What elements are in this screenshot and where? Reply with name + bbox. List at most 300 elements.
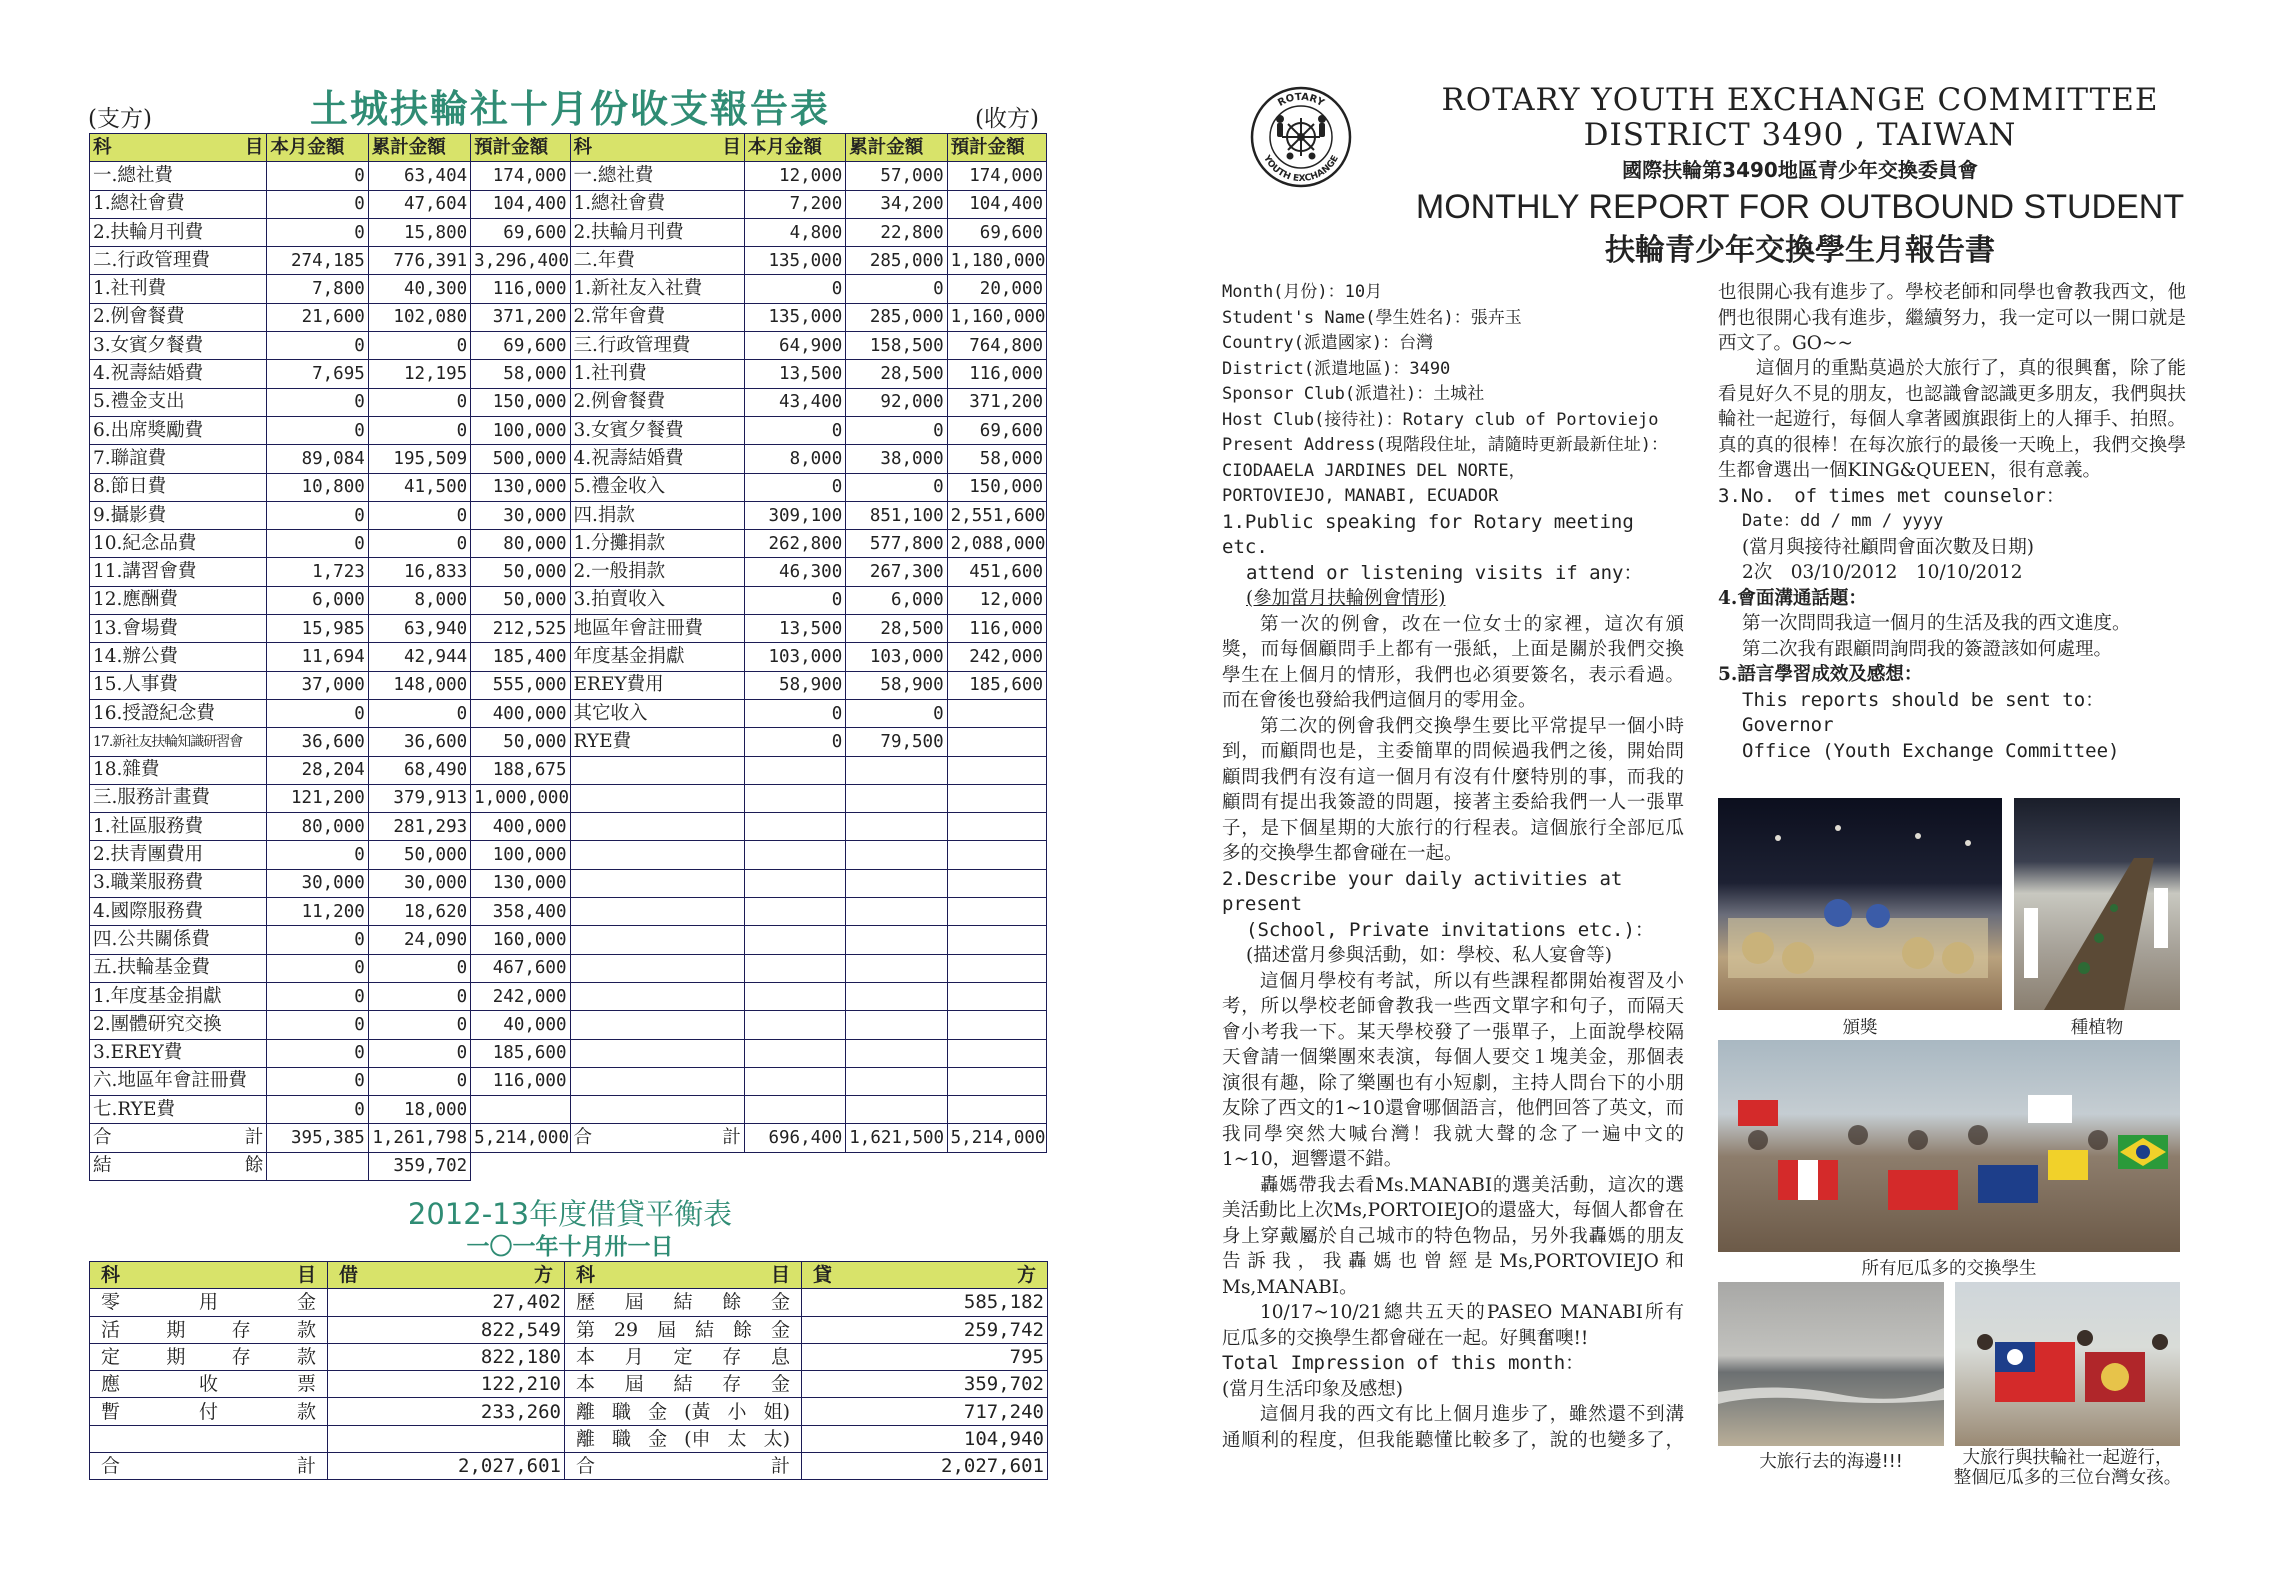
income-budget-cell: 371,200 (947, 388, 1046, 416)
expense-cumulative-cell: 63,404 (368, 162, 470, 190)
expense-subject-cell: 16.授證紀念費 (90, 699, 267, 727)
table-row (90, 1316, 1048, 1343)
expense-budget-cell: 58,000 (471, 360, 570, 388)
info-country: Country(派遣國家)：台灣 (1222, 333, 1434, 353)
question-2: 2.Describe your daily activities at present (1222, 867, 1623, 915)
debit-amount-cell: 122,210 (328, 1371, 565, 1398)
question-1: 1.Public speaking for Rotary meeting etc. (1222, 510, 1634, 558)
income-budget-cell (947, 954, 1046, 982)
income-month-cell (744, 869, 845, 897)
total-label: 合 計 (570, 1124, 744, 1152)
expense-cumulative-cell: 102,080 (368, 303, 470, 331)
balance-sheet-table (89, 1261, 1048, 1480)
table-row (90, 558, 1047, 586)
expense-cumulative-cell: 24,090 (368, 926, 470, 954)
expense-month-cell: 0 (267, 841, 368, 869)
expense-subject-cell: 4.祝壽結婚費 (90, 360, 267, 388)
expense-month-cell: 7,800 (267, 275, 368, 303)
paragraph-impression: 這個月我的西文有比上個月進步了，雖然還不到溝通順利的程度，但我能聽懂比較多了，說的也變多了， (1222, 1404, 1684, 1451)
debit-subject-cell: 零 用 金 (90, 1289, 328, 1316)
expense-month-cell: 15,985 (267, 615, 368, 643)
income-budget-cell: 242,000 (947, 643, 1046, 671)
income-subject-cell: 其它收入 (570, 699, 744, 727)
expense-budget-cell: 188,675 (471, 756, 570, 784)
income-month-cell: 7,200 (744, 190, 845, 218)
table-header-row (90, 134, 1047, 162)
expense-month-cell: 274,185 (267, 247, 368, 275)
income-cumulative-cell: 267,300 (846, 558, 947, 586)
debit-amount-cell: 27,402 (328, 1289, 565, 1316)
expense-month-cell: 0 (267, 926, 368, 954)
expense-budget-cell: 50,000 (471, 728, 570, 756)
income-subject-cell (570, 954, 744, 982)
income-subject-cell (570, 926, 744, 954)
income-month-cell: 46,300 (744, 558, 845, 586)
expense-budget-cell: 1,000,000 (471, 784, 570, 812)
report-column-left (1222, 280, 1684, 1453)
expense-subject-cell: 2.扶青團費用 (90, 841, 267, 869)
expense-cumulative-cell: 47,604 (368, 190, 470, 218)
expense-side-label: (支方) (88, 106, 152, 132)
income-cumulative-cell: 92,000 (846, 388, 947, 416)
expense-cumulative-cell: 36,600 (368, 728, 470, 756)
income-subject-cell (570, 1039, 744, 1067)
expense-month-cell: 0 (267, 388, 368, 416)
income-subject-cell: 1.社刊費 (570, 360, 744, 388)
income-cumulative-cell: 577,800 (846, 530, 947, 558)
balance-empty-cell (267, 1152, 368, 1180)
expense-month-cell: 0 (267, 982, 368, 1010)
income-cumulative-cell: 851,100 (846, 501, 947, 529)
expense-month-cell: 6,000 (267, 586, 368, 614)
income-month-cell (744, 841, 845, 869)
income-month-cell (744, 1039, 845, 1067)
expense-month-cell: 1,723 (267, 558, 368, 586)
topic-1: 第一次問問我這一個月的生活及我的西文進度。 (1742, 613, 2131, 634)
expense-month-cell: 28,204 (267, 756, 368, 784)
table-row (90, 190, 1047, 218)
committee-name: ROTARY YOUTH EXCHANGE COMMITTEE (1441, 82, 2159, 118)
expense-cumulative-cell: 0 (368, 1011, 470, 1039)
income-cumulative-cell: 28,500 (846, 615, 947, 643)
balance-row (90, 1152, 1047, 1180)
expense-cumulative-cell: 776,391 (368, 247, 470, 275)
expense-cumulative-cell: 0 (368, 982, 470, 1010)
income-cumulative-cell (846, 1039, 947, 1067)
expense-cumulative-cell: 0 (368, 954, 470, 982)
expense-cumulative-cell: 379,913 (368, 784, 470, 812)
income-budget-cell (947, 756, 1046, 784)
income-cumulative-cell (846, 784, 947, 812)
svg-text:ROTARY: ROTARY (1276, 91, 1326, 109)
table-row (90, 926, 1047, 954)
table-row (90, 586, 1047, 614)
income-cumulative-cell (846, 1011, 947, 1039)
expense-subject-cell: 3.職業服務費 (90, 869, 267, 897)
income-budget-cell (947, 784, 1046, 812)
expense-month-cell: 0 (267, 162, 368, 190)
expense-budget-cell: 400,000 (471, 813, 570, 841)
col-header-month: 本月金額 (267, 134, 368, 162)
expense-month-cell: 37,000 (267, 671, 368, 699)
report-title-chinese: 扶輪青少年交換學生月報告書 (1605, 233, 1995, 268)
income-subject-cell: 2.常年會費 (570, 303, 744, 331)
counselor-meetings: 2次 03/10/2012 10/10/2012 (1742, 562, 2023, 583)
expense-month-cell: 11,694 (267, 643, 368, 671)
table-row (90, 162, 1047, 190)
table-row (90, 643, 1047, 671)
col-header-subject: 科 目 (90, 1262, 328, 1289)
income-cumulative-cell: 34,200 (846, 190, 947, 218)
income-month-cell: 0 (744, 416, 845, 444)
expense-cumulative-cell: 148,000 (368, 671, 470, 699)
income-month-cell: 135,000 (744, 303, 845, 331)
income-cumulative-cell (846, 841, 947, 869)
income-subject-cell (570, 813, 744, 841)
expense-budget-cell: 116,000 (471, 1067, 570, 1095)
expense-month-cell: 10,800 (267, 473, 368, 501)
credit-subject-cell: 離 職 金 (黃 小 姐) (565, 1398, 802, 1425)
income-cumulative-cell: 103,000 (846, 643, 947, 671)
income-subject-cell (570, 784, 744, 812)
paragraph-meeting-2: 第二次的例會我們交換學生要比平常提早一個小時到，而顧問也是，主委簡單的問候過我們之後，開始問顧問我們有沒有這一個月有沒有什麼特別的事，而我的顧問有提出我簽證的問題，接著主委給我們一人一張單子，是下個星期的大旅行的行程表。這個旅行全部厄瓜多的交換學生都會碰在一起。 (1222, 715, 1684, 864)
income-cumulative-cell: 0 (846, 416, 947, 444)
debit-amount-cell: 822,180 (328, 1343, 565, 1370)
expense-month-cell: 0 (267, 1067, 368, 1095)
credit-amount-cell: 717,240 (802, 1398, 1048, 1425)
expense-budget-cell: 185,600 (471, 1039, 570, 1067)
expense-budget-cell: 116,000 (471, 275, 570, 303)
income-cumulative-cell (846, 813, 947, 841)
finance-report-title: 土城扶輪社十月份收支報告表 (309, 87, 830, 131)
table-row (90, 303, 1047, 331)
income-month-cell: 12,000 (744, 162, 845, 190)
committee-name-chinese: 國際扶輪第3490地區青少年交換委員會 (1622, 158, 1978, 182)
col-header-budget: 預計金額 (471, 134, 570, 162)
income-budget-cell: 174,000 (947, 162, 1046, 190)
counselor-date-format: Date：dd / mm / yyyy (1742, 511, 1944, 531)
rotary-youth-exchange-logo (1250, 86, 1352, 188)
expense-subject-cell: 三.服務計畫費 (90, 784, 267, 812)
total-label: 合 計 (565, 1453, 802, 1480)
credit-subject-cell: 本 月 定 存 息 (565, 1343, 802, 1370)
expense-subject-cell: 1.社區服務費 (90, 813, 267, 841)
debit-subject-cell (90, 1425, 328, 1452)
parade-photo (1955, 1282, 2180, 1446)
table-row (90, 388, 1047, 416)
question-3-chinese: (當月生活印象及感想) (1222, 1378, 1403, 1400)
balance-sheet-table-body (90, 1262, 1048, 1480)
credit-amount-cell: 795 (802, 1343, 1048, 1370)
income-subject-cell (570, 869, 744, 897)
income-budget-cell: 20,000 (947, 275, 1046, 303)
credit-subject-cell: 歷 屆 結 餘 金 (565, 1289, 802, 1316)
income-subject-cell: 3.拍賣收入 (570, 586, 744, 614)
income-month-cell (744, 926, 845, 954)
expense-subject-cell: 一.總社費 (90, 162, 267, 190)
expense-month-cell: 0 (267, 190, 368, 218)
expense-month-cell: 0 (267, 416, 368, 444)
income-subject-cell (570, 1067, 744, 1095)
expense-month-cell: 121,200 (267, 784, 368, 812)
credit-total: 2,027,601 (802, 1453, 1048, 1480)
debit-total: 2,027,601 (328, 1453, 565, 1480)
expense-subject-cell: 14.辦公費 (90, 643, 267, 671)
income-subject-cell: 二.年費 (570, 247, 744, 275)
income-subject-cell (570, 1096, 744, 1124)
expense-cumulative-cell: 0 (368, 501, 470, 529)
income-subject-cell: 2.例會餐費 (570, 388, 744, 416)
expense-budget-cell (471, 1096, 570, 1124)
expense-subject-cell: 17.新社友扶輪知識研習會 (90, 728, 267, 756)
balance-label: 結 餘 (90, 1152, 267, 1180)
expense-cumulative-cell: 195,509 (368, 445, 470, 473)
expense-budget-cell: 40,000 (471, 1011, 570, 1039)
table-row (90, 728, 1047, 756)
expense-cumulative-cell: 15,800 (368, 218, 470, 246)
expense-subject-cell: 3.女賓夕餐費 (90, 332, 267, 360)
award-ceremony-photo (1718, 798, 2002, 1010)
expense-month-cell: 80,000 (267, 813, 368, 841)
expense-month-cell: 0 (267, 1096, 368, 1124)
income-month-cell: 13,500 (744, 360, 845, 388)
table-row (90, 1425, 1048, 1452)
table-row (90, 530, 1047, 558)
income-month-cell (744, 954, 845, 982)
credit-amount-cell: 259,742 (802, 1316, 1048, 1343)
income-cumulative-cell: 0 (846, 275, 947, 303)
expense-subject-cell: 1.年度基金捐獻 (90, 982, 267, 1010)
income-budget-cell (947, 982, 1046, 1010)
expense-cumulative-cell: 12,195 (368, 360, 470, 388)
question-language: 5.語言學習成效及感想： (1718, 664, 1923, 685)
expense-budget-cell: 50,000 (471, 558, 570, 586)
income-month-cell: 0 (744, 275, 845, 303)
balance-sheet-date: 一〇一年十月卅一日 (466, 1233, 674, 1260)
income-subject-cell (570, 841, 744, 869)
expense-subject-cell: 7.聯誼費 (90, 445, 267, 473)
income-month-cell: 8,000 (744, 445, 845, 473)
income-budget-cell: 150,000 (947, 473, 1046, 501)
expense-budget-cell: 242,000 (471, 982, 570, 1010)
col-header-subject: 科 目 (570, 134, 744, 162)
expense-cumulative-cell: 8,000 (368, 586, 470, 614)
expense-subject-cell: 四.公共關係費 (90, 926, 267, 954)
income-cumulative-cell: 6,000 (846, 586, 947, 614)
col-header-month: 本月金額 (744, 134, 845, 162)
expense-subject-cell: 2.例會餐費 (90, 303, 267, 331)
income-subject-cell (570, 756, 744, 784)
table-row (90, 615, 1047, 643)
caption-beach: 大旅行去的海邊!!! (1759, 1452, 1903, 1472)
expense-subject-cell: 8.節日費 (90, 473, 267, 501)
expense-subject-cell: 11.講習會費 (90, 558, 267, 586)
counselor-date-note: (當月與接待社顧問會面次數及日期) (1742, 536, 2034, 558)
income-month-cell (744, 1011, 845, 1039)
info-address-city: PORTOVIEJO, MANABI, ECUADOR (1222, 486, 1499, 506)
expense-budget-cell: 212,525 (471, 615, 570, 643)
debit-subject-cell: 定 期 存 款 (90, 1343, 328, 1370)
expense-month-cell: 0 (267, 218, 368, 246)
expense-total-month: 395,385 (267, 1124, 368, 1152)
caption-parade: 大旅行與扶輪社一起遊行， 整個厄瓜多的三位台灣女孩。 (1953, 1448, 2182, 1488)
all-exchange-students-photo (1718, 1040, 2180, 1252)
expense-total-budget: 5,214,000 (471, 1124, 570, 1152)
income-budget-cell: 764,800 (947, 332, 1046, 360)
expense-budget-cell: 160,000 (471, 926, 570, 954)
expense-cumulative-cell: 0 (368, 416, 470, 444)
expense-subject-cell: 15.人事費 (90, 671, 267, 699)
debit-amount-cell: 233,260 (328, 1398, 565, 1425)
income-subject-cell: 四.捐款 (570, 501, 744, 529)
expense-subject-cell: 9.攝影費 (90, 501, 267, 529)
expense-budget-cell: 50,000 (471, 586, 570, 614)
income-month-cell: 309,100 (744, 501, 845, 529)
expense-budget-cell: 130,000 (471, 473, 570, 501)
table-row (90, 982, 1047, 1010)
expense-month-cell: 30,000 (267, 869, 368, 897)
expense-subject-cell: 4.國際服務費 (90, 898, 267, 926)
paragraph-meeting-1: 第一次的例會，改在一位女士的家裡，這次有頒獎，而每個顧問手上都有一張紙，上面是關於我們交換學生在上個月的情形，我們也必須要簽名，表示看過。而在會後也發給我們這個月的零用金。 (1222, 613, 1684, 711)
expense-cumulative-cell: 0 (368, 1039, 470, 1067)
table-row (90, 1067, 1047, 1095)
table-row (90, 869, 1047, 897)
expense-subject-cell: 二.行政管理費 (90, 247, 267, 275)
expense-cumulative-cell: 18,000 (368, 1096, 470, 1124)
income-cumulative-cell: 58,900 (846, 671, 947, 699)
info-host-club: Host Club(接待社)：Rotary club of Portoviejo (1222, 409, 1659, 430)
info-month: Month(月份)：10月 (1222, 282, 1383, 302)
income-cumulative-cell: 57,000 (846, 162, 947, 190)
income-subject-cell: 4.祝壽結婚費 (570, 445, 744, 473)
col-header-budget: 預計金額 (947, 134, 1046, 162)
question-3: Total Impression of this month： (1222, 1352, 1585, 1374)
expense-budget-cell: 3,296,400 (471, 247, 570, 275)
expense-month-cell: 7,695 (267, 360, 368, 388)
expense-cumulative-cell: 16,833 (368, 558, 470, 586)
expense-budget-cell: 69,600 (471, 218, 570, 246)
income-month-cell: 0 (744, 728, 845, 756)
expense-budget-cell: 400,000 (471, 699, 570, 727)
income-month-cell: 58,900 (744, 671, 845, 699)
table-row (90, 699, 1047, 727)
income-cumulative-cell: 38,000 (846, 445, 947, 473)
expense-cumulative-cell: 68,490 (368, 756, 470, 784)
expense-budget-cell: 104,400 (471, 190, 570, 218)
expense-total-cumulative: 1,261,798 (368, 1124, 470, 1152)
expense-month-cell: 0 (267, 501, 368, 529)
table-row (90, 275, 1047, 303)
income-budget-cell: 2,088,000 (947, 530, 1046, 558)
expense-cumulative-cell: 41,500 (368, 473, 470, 501)
topic-2: 第二次我有跟顧問詢問我的簽證該如何處理。 (1742, 638, 2113, 660)
income-month-cell (744, 982, 845, 1010)
income-month-cell (744, 756, 845, 784)
income-budget-cell: 69,600 (947, 416, 1046, 444)
expense-cumulative-cell: 0 (368, 1067, 470, 1095)
expense-month-cell: 0 (267, 1011, 368, 1039)
expense-budget-cell: 467,600 (471, 954, 570, 982)
table-row (90, 218, 1047, 246)
table-row (90, 1343, 1048, 1370)
income-side-label: (收方) (975, 106, 1039, 132)
paragraph-school: 這個月學校有考試，所以有些課程都開始複習及小考，所以學校老師會教我一些西文單字和句子，而隔天會小考我一下。某天學校發了一張單子，上面說學校隔天會請一個樂團來表演，每個人要交１塊美金，那個表演很有趣，除了樂團也有小短劇，主持人問台下的小朋友除了西文的1~10還會哪個語言，他們回答了英文，而我同學突然大喊台灣！我就大聲的念了一遍中文的1~10，迴響還不錯。 (1222, 970, 1684, 1170)
col-header-credit: 貸 方 (802, 1262, 1048, 1289)
table-row (90, 813, 1047, 841)
table-header-row (90, 1262, 1048, 1289)
expense-budget-cell: 185,400 (471, 643, 570, 671)
income-month-cell: 0 (744, 586, 845, 614)
income-budget-cell (947, 1011, 1046, 1039)
income-cumulative-cell (846, 982, 947, 1010)
question-counselor: 3.No. of times met counselor： (1718, 484, 2065, 507)
table-row (90, 1096, 1047, 1124)
income-month-cell: 103,000 (744, 643, 845, 671)
send-to-note-cont: Office (Youth Exchange Committee) (1742, 739, 2120, 762)
question-1-chinese: (參加當月扶輪例會情形) (1246, 588, 1446, 609)
debit-subject-cell: 應 收 票 (90, 1371, 328, 1398)
expense-budget-cell: 174,000 (471, 162, 570, 190)
income-budget-cell: 1,180,000 (947, 247, 1046, 275)
income-budget-cell (947, 869, 1046, 897)
credit-subject-cell: 離 職 金 (申 太 太) (565, 1425, 802, 1452)
credit-subject-cell: 本 屆 結 存 金 (565, 1371, 802, 1398)
income-expense-table-body (90, 134, 1047, 1181)
expense-cumulative-cell: 0 (368, 388, 470, 416)
income-month-cell (744, 784, 845, 812)
income-month-cell: 135,000 (744, 247, 845, 275)
table-row (90, 898, 1047, 926)
expense-budget-cell: 100,000 (471, 841, 570, 869)
income-budget-cell (947, 813, 1046, 841)
col-header-subject: 科 目 (90, 134, 267, 162)
income-subject-cell: 一.總社費 (570, 162, 744, 190)
debit-subject-cell: 暫 付 款 (90, 1398, 328, 1425)
income-total-month: 696,400 (744, 1124, 845, 1152)
total-label: 合 計 (90, 1124, 267, 1152)
expense-cumulative-cell: 50,000 (368, 841, 470, 869)
income-budget-cell: 116,000 (947, 360, 1046, 388)
income-total-cumulative: 1,621,500 (846, 1124, 947, 1152)
expense-budget-cell: 371,200 (471, 303, 570, 331)
table-row (90, 1398, 1048, 1425)
table-row (90, 445, 1047, 473)
table-row (90, 332, 1047, 360)
income-subject-cell (570, 898, 744, 926)
income-month-cell (744, 1096, 845, 1124)
expense-subject-cell: 3.EREY費 (90, 1039, 267, 1067)
income-budget-cell: 69,600 (947, 218, 1046, 246)
col-header-cumulative: 累計金額 (368, 134, 470, 162)
income-budget-cell (947, 1096, 1046, 1124)
table-row (90, 1039, 1047, 1067)
income-month-cell: 13,500 (744, 615, 845, 643)
report-title: MONTHLY REPORT FOR OUTBOUND STUDENT (1415, 188, 2185, 226)
income-subject-cell: RYE費 (570, 728, 744, 756)
income-cumulative-cell: 79,500 (846, 728, 947, 756)
expense-subject-cell: 六.地區年會註冊費 (90, 1067, 267, 1095)
district-name: DISTRICT 3490 , TAIWAN (1583, 117, 2017, 153)
table-row (90, 954, 1047, 982)
info-student-name: Student's Name(學生姓名)：張卉玉 (1222, 307, 1522, 328)
expense-month-cell: 0 (267, 530, 368, 558)
income-subject-cell: 5.禮金收入 (570, 473, 744, 501)
expense-cumulative-cell: 42,944 (368, 643, 470, 671)
expense-month-cell: 0 (267, 332, 368, 360)
income-cumulative-cell: 285,000 (846, 247, 947, 275)
income-budget-cell (947, 841, 1046, 869)
expense-month-cell: 21,600 (267, 303, 368, 331)
